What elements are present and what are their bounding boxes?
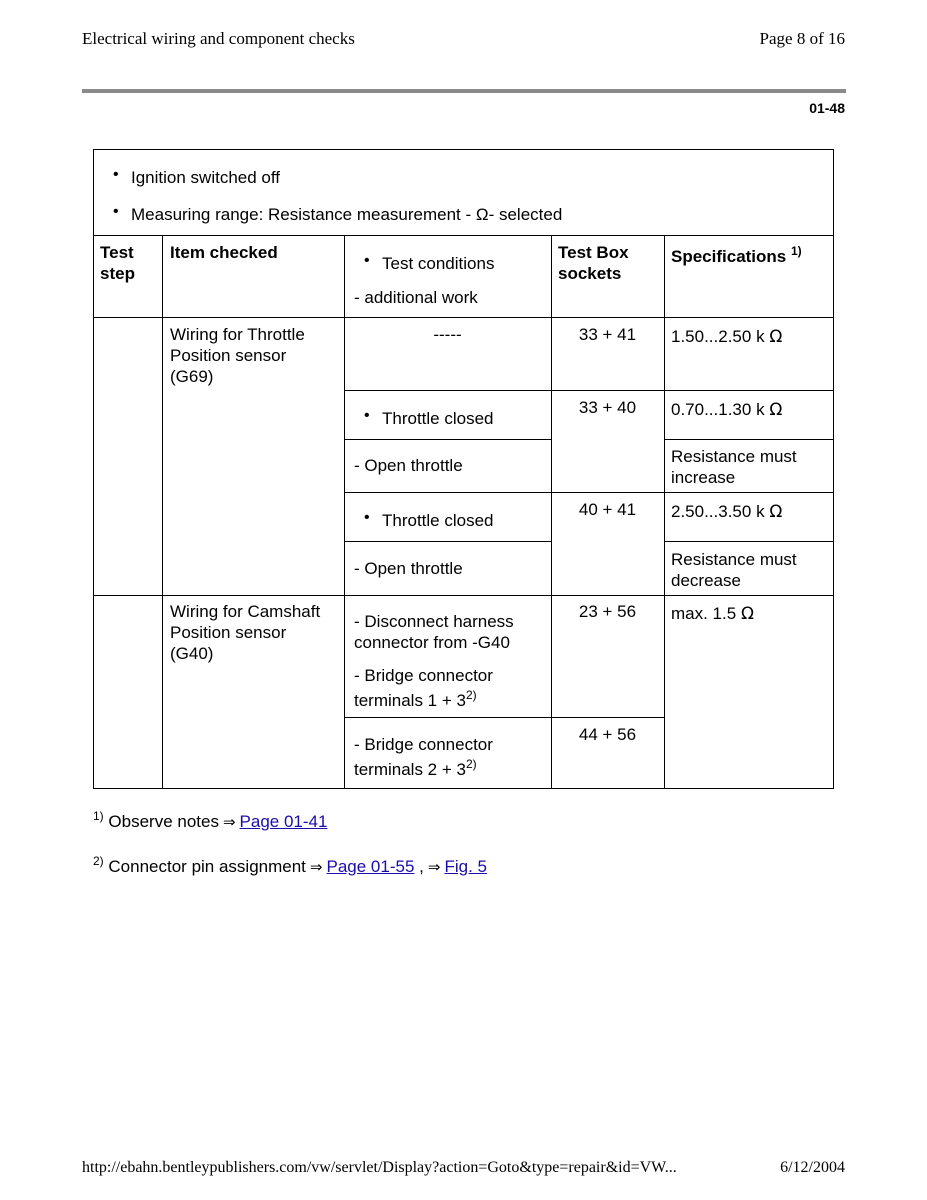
spec-1-50-2-50: 1.50...2.50 k Ω bbox=[671, 327, 783, 347]
source-url: http://ebahn.bentleypublishers.com/vw/servlet/Display?action=Goto&type=repair&id=VW... bbox=[82, 1159, 677, 1176]
spec-resistance-decrease: Resistance must decrease bbox=[671, 550, 797, 590]
header-additional-work: - additional work bbox=[354, 288, 478, 307]
table-border-top bbox=[93, 149, 834, 150]
sockets-40-41: 40 + 41 bbox=[578, 500, 637, 519]
grid-line bbox=[344, 235, 345, 789]
grid-line bbox=[344, 717, 665, 718]
grid-line bbox=[93, 235, 834, 236]
grid-line bbox=[93, 317, 834, 318]
table-border-bottom bbox=[93, 788, 834, 789]
condition-open-throttle: - Open throttle bbox=[354, 559, 463, 578]
document-title: Electrical wiring and component checks bbox=[82, 29, 355, 48]
grid-line bbox=[344, 541, 551, 542]
condition-throttle-closed: • Throttle closed bbox=[382, 510, 494, 531]
arrow-icon: ⇒ bbox=[309, 858, 323, 876]
table-border-left bbox=[93, 149, 94, 789]
sockets-33-41: 33 + 41 bbox=[578, 325, 637, 344]
grid-line bbox=[344, 492, 834, 493]
grid-line bbox=[664, 235, 665, 789]
arrow-icon: ⇒ bbox=[222, 813, 236, 831]
grid-line bbox=[344, 439, 551, 440]
table-border-right bbox=[833, 149, 834, 789]
spec-2-50-3-50: 2.50...3.50 k Ω bbox=[671, 502, 783, 522]
print-date: 6/12/2004 bbox=[780, 1159, 845, 1176]
item-camshaft-sensor: Wiring for Camshaft Position sensor (G40) bbox=[170, 602, 321, 663]
condition-throttle-closed: • Throttle closed bbox=[382, 408, 494, 429]
arrow-icon: ⇒ bbox=[427, 858, 441, 876]
section-page-id: 01-48 bbox=[809, 100, 845, 116]
header-item-checked: Item checked bbox=[170, 243, 278, 262]
condition-disconnect-bridge-1-3: - Disconnect harness connector from -G40 - Bridge connector terminals $1 + 3^{2)}$ bbox=[354, 612, 514, 710]
precondition-ignition: • Ignition switched off bbox=[131, 167, 280, 188]
header-test-conditions: • Test conditions bbox=[382, 253, 494, 274]
header-divider bbox=[82, 89, 846, 93]
condition-open-throttle: - Open throttle bbox=[354, 456, 463, 475]
grid-line bbox=[93, 595, 834, 596]
footnote-2: $^{2)}$ Connector pin assignment ⇒ Page 01-55 , ⇒ Fig. 5 bbox=[93, 854, 487, 876]
grid-line bbox=[344, 390, 834, 391]
grid-line bbox=[162, 235, 163, 789]
condition-bridge-2-3: - Bridge connector terminals $2 + 3^{2)}$ bbox=[354, 735, 493, 779]
link-page-01-41[interactable]: Page 01-41 bbox=[239, 812, 328, 831]
footnote-1: $^{1)}$ Observe notes ⇒ Page 01-41 bbox=[93, 809, 328, 831]
grid-line bbox=[664, 541, 834, 542]
spec-0-70-1-30: 0.70...1.30 k Ω bbox=[671, 400, 783, 420]
link-fig-5[interactable]: Fig. 5 bbox=[444, 857, 487, 876]
header-test-step: Test step bbox=[100, 243, 135, 283]
header-specifications: Specifications $^{1)}$ bbox=[671, 244, 802, 266]
header-sockets: Test Box sockets bbox=[558, 243, 629, 283]
sockets-33-40: 33 + 40 bbox=[578, 398, 637, 417]
spec-max-1-5: max. 1.5 Ω bbox=[671, 604, 754, 624]
page-number: Page 8 of 16 bbox=[759, 29, 845, 48]
condition-none: ----- bbox=[433, 325, 462, 344]
grid-line bbox=[664, 439, 834, 440]
precondition-measuring-range: • Measuring range: Resistance measurement - Ω- selected bbox=[131, 204, 562, 225]
item-throttle-sensor: Wiring for Throttle Position sensor (G69) bbox=[170, 325, 305, 386]
sockets-23-56: 23 + 56 bbox=[578, 602, 637, 621]
test-table bbox=[93, 149, 834, 789]
spec-resistance-increase: Resistance must increase bbox=[671, 447, 797, 487]
sockets-44-56: 44 + 56 bbox=[578, 725, 637, 744]
link-page-01-55[interactable]: Page 01-55 bbox=[326, 857, 415, 876]
